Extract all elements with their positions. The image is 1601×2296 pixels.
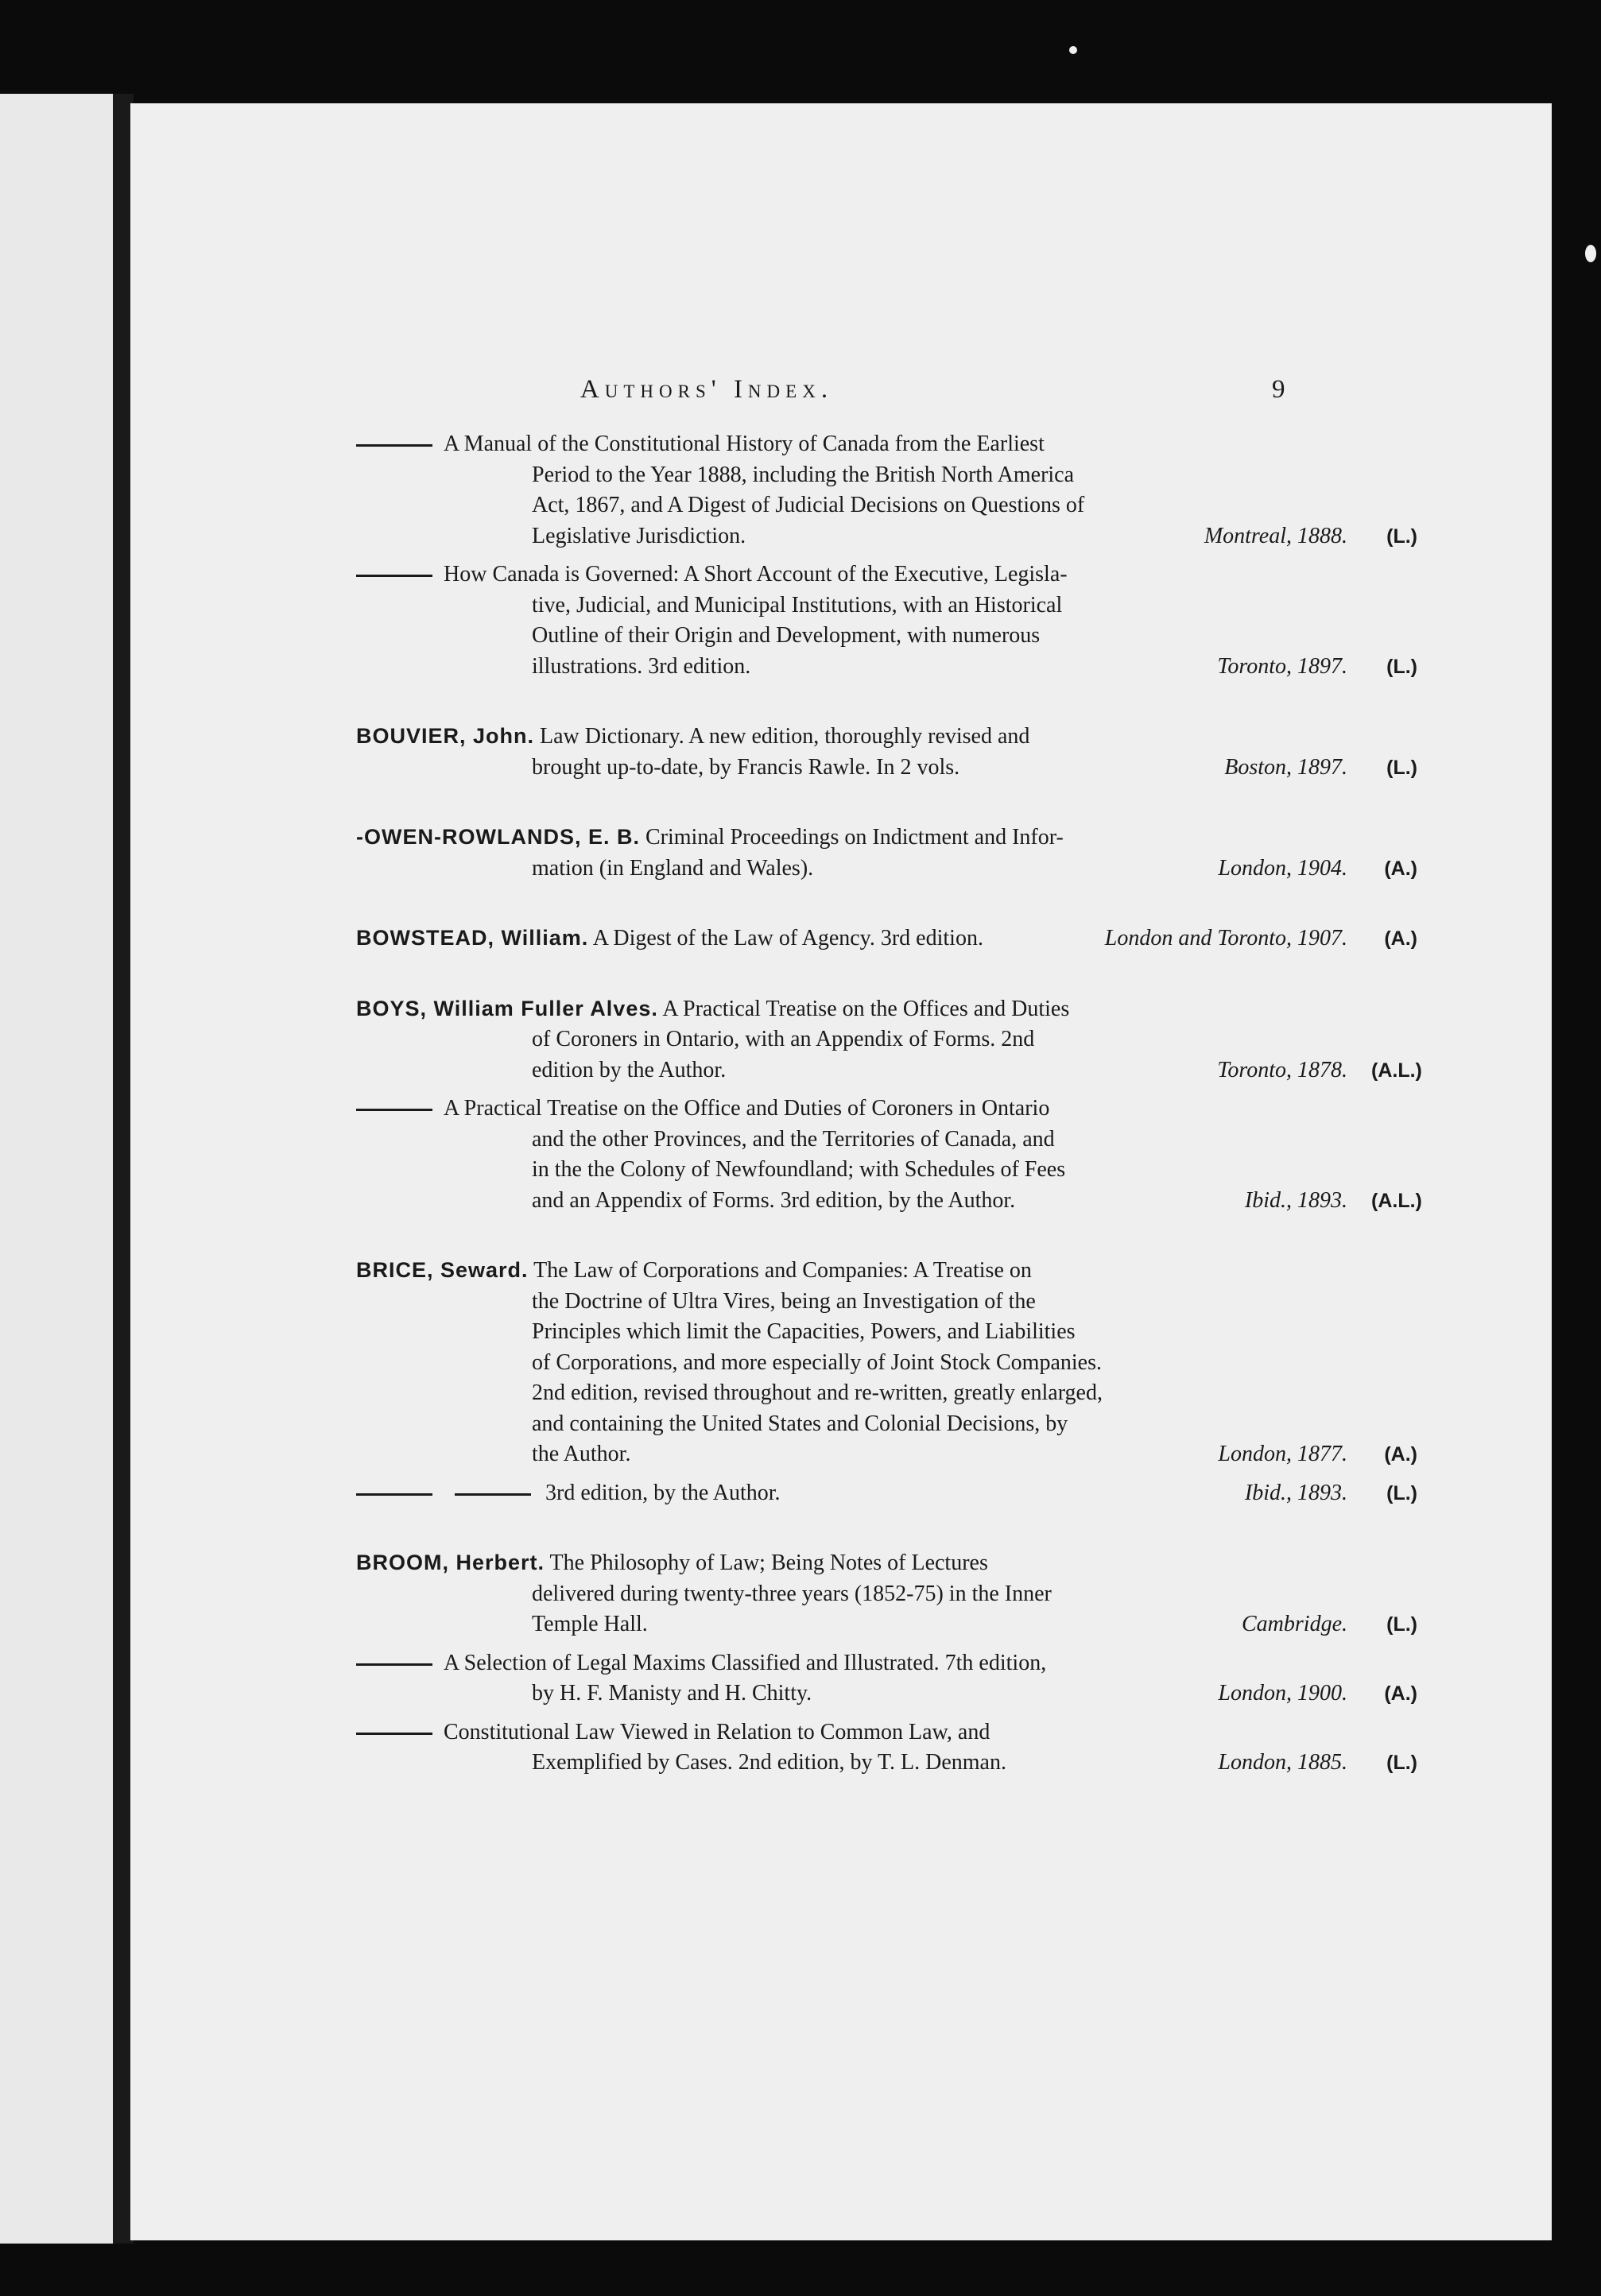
work-line <box>356 1094 1417 1125</box>
work-text: Criminal Proceedings on Indictment and Infor- <box>645 825 1064 850</box>
publication-info <box>1204 521 1417 552</box>
author-name: BROOM, Herbert. <box>356 1551 545 1574</box>
work-line <box>356 1409 1417 1440</box>
work-line <box>356 1717 1417 1748</box>
publication-info <box>1244 1186 1422 1217</box>
ditto-rule <box>356 1109 432 1111</box>
publication-info <box>1217 1055 1422 1086</box>
work-text: and an Appendix of Forms. 3rd edition, by the Author. <box>532 1187 1016 1213</box>
index-work <box>356 1547 1417 1640</box>
work-line <box>356 1579 1417 1610</box>
publication-place-date: Boston, 1897. <box>1224 754 1347 780</box>
author-name: -OWEN-ROWLANDS, E. B. <box>356 825 640 849</box>
index-entry <box>356 993 1422 1217</box>
ditto-rule <box>356 1733 432 1735</box>
work-text: Act, 1867, and A Digest of Judicial Decisions on Questions of <box>532 493 1085 517</box>
work-text: Exemplified by Cases. 2nd edition, by T. L. Denman. <box>532 1750 1006 1775</box>
facing-page-edge <box>0 94 113 2244</box>
ditto-rule <box>455 1493 531 1496</box>
publication-info <box>1105 923 1417 954</box>
publication-place-date: London, 1900. <box>1218 1681 1347 1706</box>
work-text: and the other Provinces, and the Territories of Canada, and <box>532 1126 1055 1152</box>
work-line <box>356 1287 1417 1318</box>
index-work <box>356 923 1417 954</box>
work-line <box>356 1317 1417 1348</box>
work-line <box>356 621 1417 652</box>
work-line <box>356 1648 1417 1679</box>
index-work <box>356 1478 1417 1509</box>
work-text: A Manual of the Constitutional History of Canada from the Earliest <box>444 432 1045 456</box>
ditto-rule <box>356 1663 432 1666</box>
work-text: edition by the Author. <box>532 1057 727 1082</box>
ditto-rule <box>356 444 432 447</box>
work-line <box>356 1125 1417 1156</box>
work-line <box>356 429 1417 460</box>
publication-info <box>1242 1609 1417 1640</box>
work-text: Outline of their Origin and Development, with numerous <box>532 623 1041 648</box>
publication-place-date: London, 1885. <box>1218 1750 1347 1775</box>
work-text: 2nd edition, revised throughout and re-written, greatly enlarged, <box>532 1380 1103 1405</box>
running-head: Authors' Index. <box>580 375 834 404</box>
work-text: tive, Judicial, and Municipal Institutions, with an Historical <box>532 592 1063 618</box>
work-text: Principles which limit the Capacities, Powers, and Liabilities <box>532 1319 1076 1344</box>
author-name: BOUVIER, John. <box>356 724 535 748</box>
index-entry <box>356 1547 1417 1779</box>
work-line <box>356 460 1417 491</box>
library-code: (A.) <box>1384 1682 1417 1705</box>
work-text: mation (in England and Wales). <box>532 855 814 881</box>
work-text: The Law of Corporations and Companies: A Treatise on <box>533 1258 1032 1283</box>
index-work <box>356 1255 1417 1470</box>
work-text: The Philosophy of Law; Being Notes of Lectures <box>549 1551 988 1575</box>
ditto-rule <box>356 1493 432 1496</box>
work-line <box>356 721 1417 753</box>
work-text: A Practical Treatise on the Offices and Duties <box>662 996 1070 1021</box>
work-line <box>356 490 1417 521</box>
index-entry <box>356 923 1417 954</box>
library-code: (A.) <box>1384 857 1417 880</box>
index-work <box>356 822 1417 884</box>
work-text: and containing the United States and Colonial Decisions, by <box>532 1411 1068 1436</box>
work-text: Temple Hall. <box>532 1612 648 1636</box>
publication-place-date: Cambridge. <box>1242 1612 1347 1636</box>
index-work <box>356 721 1417 783</box>
index-work <box>356 429 1417 552</box>
publication-info <box>1218 1439 1417 1470</box>
work-line <box>356 590 1417 621</box>
publication-place-date: Toronto, 1878. <box>1217 1057 1347 1082</box>
publication-place-date: Montreal, 1888. <box>1204 523 1347 548</box>
library-code: (L.) <box>1386 525 1417 548</box>
index-work <box>356 1094 1422 1216</box>
work-text: A Practical Treatise on the Office and Duties of Coroners in Ontario <box>444 1096 1050 1121</box>
work-text: A Selection of Legal Maxims Classified and Illustrated. 7th edition, <box>444 1650 1047 1675</box>
work-text: Legislative Jurisdiction. <box>532 523 746 548</box>
author-name: BRICE, Seward. <box>356 1258 529 1282</box>
work-line <box>356 1155 1417 1186</box>
publication-info <box>1224 753 1417 784</box>
film-speck <box>1069 46 1077 54</box>
publication-place-date: Ibid., 1893. <box>1244 1187 1347 1213</box>
library-code: (L.) <box>1386 1752 1417 1774</box>
author-name: BOWSTEAD, William. <box>356 926 589 950</box>
library-code: (L.) <box>1386 655 1417 678</box>
library-code: (L.) <box>1386 1613 1417 1636</box>
work-line <box>356 1547 1417 1579</box>
work-text: Period to the Year 1888, including the British North America <box>532 462 1075 487</box>
publication-place-date: Toronto, 1897. <box>1217 653 1347 679</box>
work-line <box>356 1255 1417 1287</box>
library-code: (A.L.) <box>1371 1059 1422 1082</box>
work-text: Constitutional Law Viewed in Relation to Common Law, and <box>444 1719 990 1744</box>
work-line <box>356 822 1417 854</box>
publication-info <box>1245 1478 1417 1509</box>
index-work <box>356 1648 1417 1709</box>
work-text: of Corporations, and more especially of Joint Stock Companies. <box>532 1349 1102 1375</box>
library-code: (A.) <box>1384 927 1417 950</box>
work-text: delivered during twenty-three years (1852-75) in the Inner <box>532 1581 1052 1606</box>
film-speck <box>1585 245 1596 262</box>
publication-info <box>1218 1748 1417 1779</box>
publication-info <box>1218 854 1417 885</box>
work-text: Law Dictionary. A new edition, thoroughly revised and <box>540 724 1030 749</box>
work-text: the Doctrine of Ultra Vires, being an Investigation of the <box>532 1288 1036 1314</box>
work-line <box>356 993 1417 1025</box>
index-work <box>356 559 1417 682</box>
index-entry <box>356 822 1417 884</box>
work-text: illustrations. 3rd edition. <box>532 653 751 679</box>
book-page <box>130 103 1552 2240</box>
work-text: in the the Colony of Newfoundland; with Schedules of Fees <box>532 1157 1066 1182</box>
publication-place-date: Ibid., 1893. <box>1244 1480 1347 1505</box>
work-text: by H. F. Manisty and H. Chitty. <box>532 1681 812 1706</box>
work-text: How Canada is Governed: A Short Account of the Executive, Legisla- <box>444 562 1068 587</box>
page-number: 9 <box>1272 375 1285 404</box>
work-text: 3rd edition, by the Author. <box>545 1480 781 1505</box>
publication-info <box>1218 1678 1417 1709</box>
publication-info <box>1217 652 1417 683</box>
publication-place-date: London and Toronto, 1907. <box>1104 926 1347 951</box>
publication-place-date: London, 1877. <box>1218 1442 1347 1466</box>
work-line <box>356 559 1417 590</box>
work-text: brought up-to-date, by Francis Rawle. In 2 vols. <box>532 754 960 780</box>
work-text: the Author. <box>532 1442 631 1466</box>
author-name: BOYS, William Fuller Alves. <box>356 996 658 1020</box>
library-code: (A.L.) <box>1371 1189 1422 1212</box>
ditto-rule <box>356 575 432 577</box>
library-code: (L.) <box>1386 1481 1417 1504</box>
authors-index-body <box>356 429 1422 1779</box>
index-entry <box>356 429 1417 682</box>
work-line <box>356 1348 1417 1379</box>
work-line <box>356 1024 1417 1055</box>
work-line <box>356 1378 1417 1409</box>
work-text: A Digest of the Law of Agency. 3rd edition. <box>592 926 983 951</box>
index-work <box>356 993 1422 1086</box>
index-work <box>356 1717 1417 1779</box>
publication-place-date: London, 1904. <box>1218 855 1347 881</box>
library-code: (A.) <box>1384 1443 1417 1465</box>
index-entry <box>356 721 1417 783</box>
index-entry <box>356 1255 1417 1508</box>
library-code: (L.) <box>1386 756 1417 779</box>
work-text: of Coroners in Ontario, with an Appendix of Forms. 2nd <box>532 1027 1035 1051</box>
